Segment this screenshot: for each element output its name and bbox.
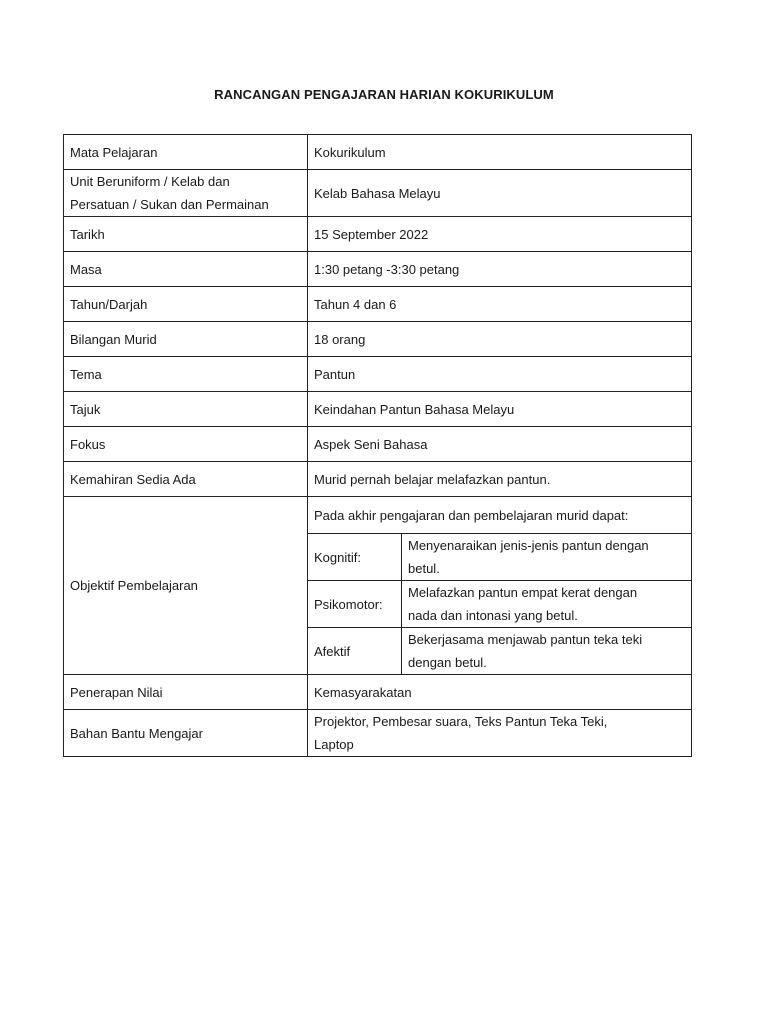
objective-line: dengan betul. [408, 655, 487, 670]
row-value [308, 710, 692, 757]
table-row [64, 217, 692, 252]
row-label: Tarikh [64, 217, 308, 252]
row-label: Kemahiran Sedia Ada [64, 462, 308, 497]
table-row [64, 252, 692, 287]
table-row [64, 357, 692, 392]
row-label: Tema [64, 357, 308, 392]
row-value: Aspek Seni Bahasa [308, 427, 692, 462]
row-value: 18 orang [308, 322, 692, 357]
table-row [64, 710, 692, 757]
objective-domain: Psikomotor: [308, 581, 402, 628]
table-row [64, 322, 692, 357]
value-line: Laptop [314, 737, 354, 752]
objective-line: betul. [408, 561, 440, 576]
row-label: Masa [64, 252, 308, 287]
objective-line: Menyenaraikan jenis-jenis pantun dengan [408, 538, 649, 553]
table-row [64, 427, 692, 462]
table-row [64, 497, 692, 534]
row-label: Penerapan Nilai [64, 675, 308, 710]
row-label: Tajuk [64, 392, 308, 427]
table-row [64, 135, 692, 170]
row-label: Mata Pelajaran [64, 135, 308, 170]
row-value: 1:30 petang -3:30 petang [308, 252, 692, 287]
row-label: Bahan Bantu Mengajar [64, 710, 308, 757]
row-label: Fokus [64, 427, 308, 462]
objective-line: Melafazkan pantun empat kerat dengan [408, 585, 638, 600]
row-value: Kokurikulum [308, 135, 692, 170]
value-line: Projektor, Pembesar suara, Teks Pantun Teka Teki, [314, 714, 608, 729]
objective-domain: Kognitif: [308, 534, 402, 581]
objective-text [402, 581, 692, 628]
objektif-label: Objektif Pembelajaran [64, 497, 308, 675]
objective-domain: Afektif [308, 628, 402, 675]
row-value: Kemasyarakatan [308, 675, 692, 710]
row-value: Tahun 4 dan 6 [308, 287, 692, 322]
row-value: 15 September 2022 [308, 217, 692, 252]
row-value: Kelab Bahasa Melayu [308, 170, 692, 217]
row-value: Keindahan Pantun Bahasa Melayu [308, 392, 692, 427]
label-line: Persatuan / Sukan dan Permainan [70, 197, 269, 212]
lesson-plan-table [63, 134, 692, 757]
table-row [64, 675, 692, 710]
table-row [64, 462, 692, 497]
row-label: Tahun/Darjah [64, 287, 308, 322]
objective-line: Bekerjasama menjawab pantun teka teki [408, 632, 643, 647]
objektif-intro: Pada akhir pengajaran dan pembelajaran murid dapat: [308, 497, 692, 534]
table-row [64, 287, 692, 322]
row-label: Bilangan Murid [64, 322, 308, 357]
objective-text [402, 534, 692, 581]
document-title: RANCANGAN PENGAJARAN HARIAN KOKURIKULUM [214, 87, 554, 102]
table-row [64, 392, 692, 427]
row-value: Murid pernah belajar melafazkan pantun. [308, 462, 692, 497]
objective-text [402, 628, 692, 675]
row-value: Pantun [308, 357, 692, 392]
label-line: Unit Beruniform / Kelab dan [70, 174, 230, 189]
row-label [64, 170, 308, 217]
table-row [64, 170, 692, 217]
objective-line: nada dan intonasi yang betul. [408, 608, 578, 623]
